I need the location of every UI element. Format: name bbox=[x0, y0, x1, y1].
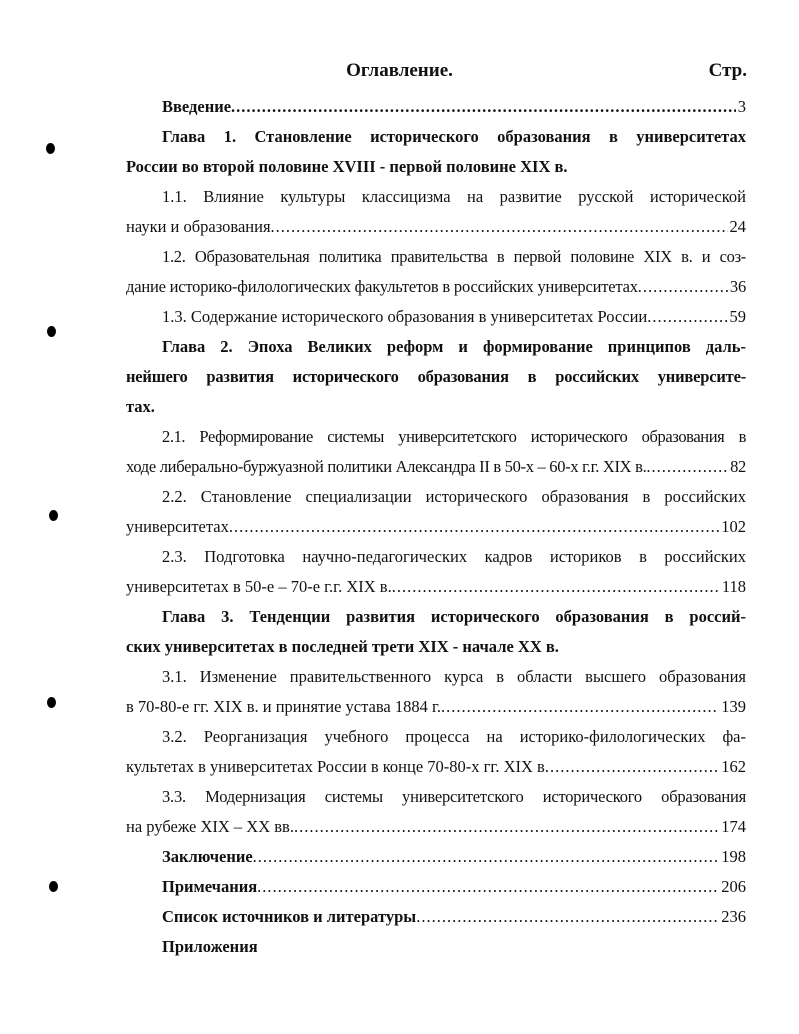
toc-entry-appendix: Приложения bbox=[162, 937, 258, 956]
dot-leader bbox=[392, 572, 720, 602]
chapter-2-heading: Глава 2. Эпоха Великих реформ и формирование принципов даль- bbox=[162, 337, 746, 356]
toc-page-number: 139 bbox=[721, 697, 746, 716]
section-2-2-cont bbox=[126, 512, 746, 542]
toc-entry-notes bbox=[126, 872, 746, 902]
toc-page-number: 24 bbox=[729, 217, 746, 236]
toc-entry-label: науки и образования bbox=[126, 217, 271, 236]
section-1-2: 1.2. Образовательная политика правительства в первой половине XIX в. и соз- bbox=[162, 247, 746, 266]
punch-hole-mark bbox=[49, 881, 58, 892]
toc-page-number: 36 bbox=[729, 277, 746, 296]
toc-entry-sources bbox=[126, 902, 746, 932]
punch-hole-mark bbox=[49, 510, 58, 521]
dot-leader bbox=[253, 842, 720, 872]
dot-leader bbox=[257, 872, 719, 902]
toc-entry-label: 1.3. Содержание исторического образования в университетах России bbox=[162, 307, 648, 326]
section-1-1: 1.1. Влияние культуры классицизма на развитие русской исторической bbox=[162, 187, 746, 206]
section-3-2-cont bbox=[126, 752, 746, 782]
toc-page-number: 102 bbox=[721, 517, 746, 536]
section-3-1: 3.1. Изменение правительственного курса в области высшего образования bbox=[162, 667, 746, 686]
toc-entry-label: дание историко-филологических факультетов в российских университетах bbox=[126, 277, 638, 296]
chapter-1-heading-cont: России во второй половине XVIII - первой половине XIX в. bbox=[126, 157, 568, 176]
page-title: Оглавление. bbox=[346, 60, 453, 81]
section-3-2: 3.2. Реорганизация учебного процесса на историко-филологических фа- bbox=[162, 727, 746, 746]
chapter-3-heading-cont: ских университетах в последней трети XIX - начале XX в. bbox=[126, 637, 559, 656]
toc-page-number: 174 bbox=[721, 817, 746, 836]
toc-page-number: 206 bbox=[721, 877, 746, 896]
section-2-1: 2.1. Реформирование системы университетского исторического образования в bbox=[162, 427, 746, 446]
dot-leader bbox=[229, 512, 719, 542]
section-1-2-cont bbox=[126, 272, 746, 302]
chapter-2-heading-cont: нейшего развития исторического образования в российских университе- bbox=[126, 367, 746, 386]
chapter-1-heading: Глава 1. Становление исторического образования в университетах bbox=[162, 127, 746, 146]
table-of-contents bbox=[126, 92, 746, 962]
section-3-3: 3.3. Модернизация системы университетского исторического образования bbox=[162, 787, 746, 806]
toc-page-number: 82 bbox=[730, 457, 746, 476]
section-2-1-cont bbox=[126, 452, 746, 482]
toc-entry-intro bbox=[126, 92, 746, 122]
dot-leader bbox=[294, 812, 719, 842]
dot-leader bbox=[441, 692, 719, 722]
dot-leader bbox=[646, 452, 728, 482]
punch-hole-mark bbox=[47, 326, 56, 337]
toc-page-number: 162 bbox=[721, 757, 746, 776]
toc-entry-label: культетах в университетах России в конце 70-80-х гг. XIX в bbox=[126, 757, 545, 776]
toc-entry-label: Примечания bbox=[162, 877, 258, 896]
section-2-3: 2.3. Подготовка научно-педагогических кадров историков в российских bbox=[162, 547, 746, 566]
toc-entry-label: университетах bbox=[126, 517, 229, 536]
section-3-1-cont bbox=[126, 692, 746, 722]
toc-entry-label: Введение bbox=[162, 97, 232, 116]
section-2-2: 2.2. Становление специализации исторического образования в российских bbox=[162, 487, 746, 506]
section-3-3-cont bbox=[126, 812, 746, 842]
section-1-1-cont bbox=[126, 212, 746, 242]
page-column-heading: Стр. bbox=[708, 60, 747, 81]
dot-leader bbox=[638, 272, 728, 302]
toc-entry-label: в 70-80-е гг. XIX в. и принятие устава 1884 г. bbox=[126, 697, 442, 716]
section-2-3-cont bbox=[126, 572, 746, 602]
dot-leader bbox=[416, 902, 719, 932]
dot-leader bbox=[545, 752, 719, 782]
dot-leader bbox=[231, 92, 736, 122]
dot-leader bbox=[271, 212, 728, 242]
toc-entry-label: университетах в 50-е – 70-е г.г. XIX в. bbox=[126, 577, 392, 596]
chapter-2-heading-end: тах. bbox=[126, 397, 155, 416]
toc-page-number: 3 bbox=[737, 97, 746, 116]
dot-leader bbox=[647, 302, 727, 332]
chapter-3-heading: Глава 3. Тенденции развития исторического образования в россий- bbox=[162, 607, 746, 626]
punch-hole-mark bbox=[47, 697, 56, 708]
toc-page-number: 198 bbox=[721, 847, 746, 866]
toc-page-number: 118 bbox=[721, 577, 746, 596]
toc-page-number: 236 bbox=[721, 907, 746, 926]
toc-entry-conclusion bbox=[126, 842, 746, 872]
toc-page-number: 59 bbox=[729, 307, 746, 326]
toc-entry-label: Список источников и литературы bbox=[162, 907, 417, 926]
punch-hole-mark bbox=[46, 143, 55, 154]
toc-entry-label: ходе либерально-буржуазной политики Александра II в 50-х – 60-х г.г. XIX в. bbox=[126, 457, 647, 476]
toc-entry-label: Заключение bbox=[162, 847, 253, 866]
toc-entry-label: на рубеже XIX – XX вв. bbox=[126, 817, 294, 836]
section-1-3 bbox=[126, 302, 746, 332]
